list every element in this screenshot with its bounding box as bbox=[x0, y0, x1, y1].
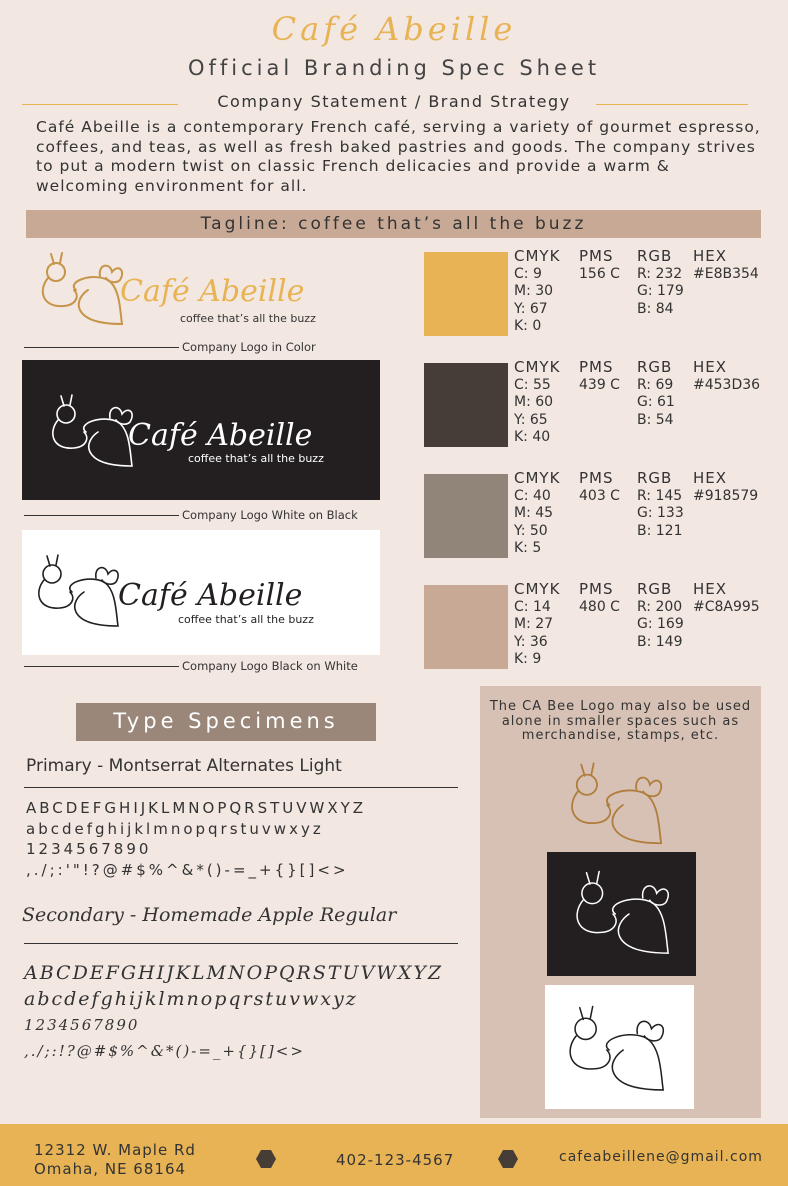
spec-label: CMYK bbox=[514, 580, 561, 598]
rgb-values bbox=[637, 581, 684, 651]
spec-label: RGB bbox=[637, 469, 673, 487]
spec-value: 439 C bbox=[579, 376, 620, 393]
statement-body: Café Abeille is a contemporary French café, serving a variety of gourmet espresso, coffees, and teas, as well as fresh baked pastries and goods. The company strives to put a modern twist on classic French delicacies and provide a warm & welcoming environment for all. bbox=[36, 118, 761, 195]
secondary-digits: 1234567890 bbox=[24, 1016, 140, 1034]
footer-address bbox=[34, 1141, 196, 1179]
spec-value: C: 9 bbox=[514, 265, 542, 282]
primary-glyphs bbox=[26, 798, 366, 880]
bee-logo-white-small bbox=[566, 868, 676, 960]
primary-symbols: ,./;:'"!?@#$%^&*()-=_+{}[]<> bbox=[26, 860, 349, 879]
secondary-symbols: ,./;:!?@#$%^&*()-=_+{}[]<> bbox=[24, 1042, 305, 1060]
logo-caption-black: Company Logo White on Black bbox=[182, 508, 358, 522]
primary-digits: 1234567890 bbox=[26, 840, 152, 858]
spec-value: B: 54 bbox=[637, 411, 674, 428]
page-title: Café Abeille bbox=[271, 10, 517, 48]
spec-label: HEX bbox=[693, 580, 728, 598]
divider bbox=[24, 943, 458, 944]
bee-icon bbox=[32, 552, 122, 632]
spec-label: CMYK bbox=[514, 469, 561, 487]
bee-icon bbox=[560, 760, 670, 850]
bee-logo-black-small bbox=[560, 1003, 670, 1097]
cmyk-values bbox=[514, 359, 560, 447]
caption-line bbox=[24, 347, 179, 348]
spec-value: Y: 36 bbox=[514, 633, 548, 650]
color-swatch bbox=[424, 252, 508, 336]
brand-wordmark: Café Abeille bbox=[120, 274, 305, 309]
spec-value: M: 27 bbox=[514, 616, 554, 632]
spec-label: PMS bbox=[579, 358, 614, 376]
spec-label: CMYK bbox=[514, 247, 561, 265]
spec-label: RGB bbox=[637, 580, 673, 598]
spec-value: G: 179 bbox=[637, 283, 684, 299]
spec-value: C: 14 bbox=[514, 598, 551, 615]
spec-label: PMS bbox=[579, 469, 614, 487]
spec-value: G: 169 bbox=[637, 616, 684, 632]
spec-value: #918579 bbox=[693, 487, 759, 504]
page-subtitle: Official Branding Spec Sheet bbox=[187, 56, 601, 80]
spec-value: B: 149 bbox=[637, 633, 683, 650]
statement-heading: Company Statement / Brand Strategy bbox=[217, 92, 571, 111]
spec-label: RGB bbox=[637, 358, 673, 376]
hex-value bbox=[693, 359, 760, 394]
brand-wordmark: Café Abeille bbox=[128, 418, 313, 453]
footer-phone[interactable]: 402-123-4567 bbox=[336, 1151, 455, 1169]
spec-value: M: 45 bbox=[514, 505, 554, 521]
footer-email[interactable]: cafeabeillene@gmail.com bbox=[559, 1149, 763, 1165]
bee-logo-color-small bbox=[560, 760, 670, 850]
spec-label: HEX bbox=[693, 247, 728, 265]
primary-lowercase: abcdefghijklmnopqrstuvwxyz bbox=[26, 819, 324, 838]
spec-label: PMS bbox=[579, 247, 614, 265]
spec-value: C: 40 bbox=[514, 487, 551, 504]
hex-value bbox=[693, 470, 758, 505]
bee-logo-color bbox=[36, 250, 126, 330]
color-swatch bbox=[424, 363, 508, 447]
rgb-values bbox=[637, 470, 684, 540]
primary-font-name: Primary - Montserrat Alternates Light bbox=[26, 756, 342, 776]
secondary-uppercase: ABCDEFGHIJKLMNOPQRSTUVWXYZ bbox=[24, 962, 444, 984]
logo-caption-white: Company Logo Black on White bbox=[182, 659, 358, 673]
address-line-1: 12312 W. Maple Rd bbox=[34, 1141, 196, 1159]
type-heading: Type Specimens bbox=[113, 709, 339, 733]
bee-icon bbox=[560, 1003, 670, 1097]
color-swatch bbox=[424, 585, 508, 669]
cmyk-values bbox=[514, 581, 560, 669]
address-line-2: Omaha, NE 68164 bbox=[34, 1160, 187, 1178]
spec-label: HEX bbox=[693, 358, 728, 376]
spec-value: B: 84 bbox=[637, 300, 674, 317]
hex-value bbox=[693, 581, 760, 616]
secondary-lowercase: abcdefghijklmnopqrstuvwxyz bbox=[24, 988, 358, 1010]
rgb-values bbox=[637, 248, 684, 318]
spec-value: Y: 67 bbox=[514, 300, 548, 317]
spec-value: M: 60 bbox=[514, 394, 554, 410]
brand-tagline: coffee that’s all the buzz bbox=[188, 452, 324, 465]
spec-value: R: 145 bbox=[637, 487, 683, 504]
spec-value: Y: 65 bbox=[514, 411, 548, 428]
rgb-values bbox=[637, 359, 675, 429]
tagline-text: Tagline: coffee that’s all the buzz bbox=[200, 214, 587, 234]
logo-caption-color: Company Logo in Color bbox=[182, 340, 316, 354]
spec-value: 480 C bbox=[579, 598, 620, 615]
spec-value: #453D36 bbox=[693, 376, 761, 393]
spec-label: PMS bbox=[579, 580, 614, 598]
hexagon-icon bbox=[498, 1150, 518, 1172]
cmyk-values bbox=[514, 248, 560, 336]
spec-value: M: 30 bbox=[514, 283, 554, 299]
spec-value: K: 9 bbox=[514, 651, 542, 667]
secondary-font-name: Secondary - Homemade Apple Regular bbox=[22, 904, 397, 926]
spec-value: K: 40 bbox=[514, 429, 551, 445]
brand-wordmark: Café Abeille bbox=[118, 578, 303, 613]
spec-label: CMYK bbox=[514, 358, 561, 376]
spec-value: K: 5 bbox=[514, 540, 542, 556]
spec-value: 156 C bbox=[579, 265, 620, 282]
primary-uppercase: ABCDEFGHIJKLMNOPQRSTUVWXYZ bbox=[26, 799, 367, 817]
brand-tagline: coffee that’s all the buzz bbox=[178, 613, 314, 626]
bee-logo-note: The CA Bee Logo may also be used alone in smaller spaces such as merchandise, stamps, etc. bbox=[489, 699, 752, 743]
bee-logo-black bbox=[32, 552, 122, 632]
color-swatch bbox=[424, 474, 508, 558]
caption-line bbox=[24, 515, 179, 516]
pms-value bbox=[579, 470, 620, 505]
pms-value bbox=[579, 581, 620, 616]
bee-icon bbox=[46, 392, 136, 472]
bee-logo-white bbox=[46, 392, 136, 472]
spec-label: RGB bbox=[637, 247, 673, 265]
spec-label: HEX bbox=[693, 469, 728, 487]
pms-value bbox=[579, 248, 620, 283]
spec-value: 403 C bbox=[579, 487, 620, 504]
spec-value: Y: 50 bbox=[514, 522, 548, 539]
secondary-glyphs bbox=[24, 960, 464, 1064]
hexagon-icon bbox=[256, 1150, 276, 1172]
spec-value: #E8B354 bbox=[693, 265, 759, 282]
spec-value: G: 61 bbox=[637, 394, 675, 410]
spec-value: R: 69 bbox=[637, 376, 674, 393]
bee-icon bbox=[36, 250, 126, 330]
spec-value: B: 121 bbox=[637, 522, 683, 539]
pms-value bbox=[579, 359, 620, 394]
divider bbox=[24, 787, 458, 788]
hex-value bbox=[693, 248, 759, 283]
spec-value: R: 200 bbox=[637, 598, 683, 615]
brand-tagline: coffee that’s all the buzz bbox=[180, 312, 316, 325]
spec-value: C: 55 bbox=[514, 376, 551, 393]
cmyk-values bbox=[514, 470, 560, 558]
spec-value: R: 232 bbox=[637, 265, 683, 282]
caption-line bbox=[24, 666, 179, 667]
spec-value: K: 0 bbox=[514, 318, 542, 334]
spec-value: #C8A995 bbox=[693, 598, 760, 615]
bee-icon bbox=[566, 868, 676, 960]
spec-value: G: 133 bbox=[637, 505, 684, 521]
